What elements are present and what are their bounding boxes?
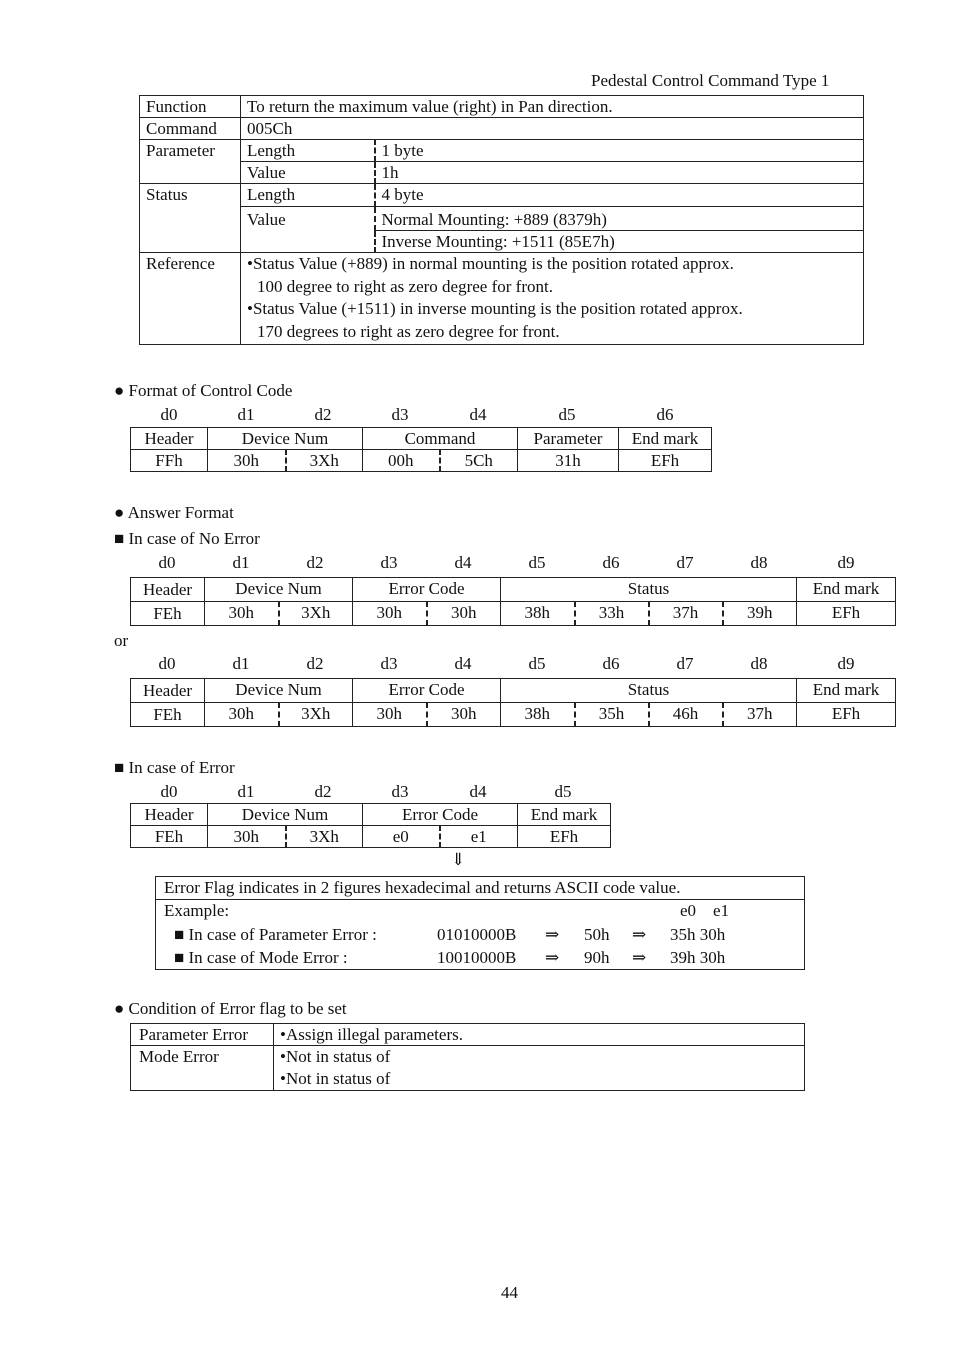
mode-error-binary: 10010000B: [437, 948, 517, 967]
cell-device-num: Device Num: [208, 804, 363, 826]
mode-error-ascii: 39h 30h: [670, 948, 726, 967]
cell-header: Header: [131, 428, 208, 450]
cell-command: Command: [363, 428, 518, 450]
cell-value: 30h: [353, 703, 427, 727]
index-d9: d9: [837, 654, 855, 673]
status-length-value: 4 byte: [375, 184, 864, 207]
cell-value: EFh: [619, 450, 712, 472]
cell-status: Status: [501, 578, 797, 602]
index-d1: d1: [237, 782, 255, 801]
cell-device-num: Device Num: [205, 578, 353, 602]
mode-error-example-label: ■ In case of Mode Error :: [174, 948, 348, 967]
param-value-value: 1h: [375, 162, 864, 184]
cell-value: EFh: [518, 826, 611, 848]
cell-value: 3Xh: [286, 450, 363, 472]
index-d3: d3: [380, 553, 398, 572]
index-d5: d5: [558, 405, 576, 424]
cell-value: 3Xh: [279, 703, 353, 727]
param-error-hex: 50h: [584, 925, 610, 944]
error-flag-box: [155, 876, 805, 970]
index-d6: d6: [602, 553, 620, 572]
condition-table: [130, 1023, 805, 1091]
param-value-label: Value: [241, 162, 375, 184]
cell-value: e0: [363, 826, 440, 848]
implies-icon: ⇒: [632, 925, 647, 944]
page-number: 44: [501, 1283, 518, 1302]
cell-value: 31h: [518, 450, 619, 472]
index-d1: d1: [237, 405, 255, 424]
example-columns: e0 e1: [680, 901, 730, 920]
cell-value: FFh: [131, 450, 208, 472]
cell-value: 30h: [205, 602, 279, 626]
status-value-inverse: Inverse Mounting: +1511 (85E7h): [375, 231, 864, 253]
index-d6: d6: [602, 654, 620, 673]
cell-value: 30h: [208, 450, 286, 472]
cell-value: EFh: [797, 703, 896, 727]
status-length-label: Length: [241, 184, 375, 207]
cell-value: 35h: [575, 703, 649, 727]
cell-value: 33h: [575, 602, 649, 626]
reference-line: 170 degrees to right as zero degree for front.: [257, 321, 560, 341]
no-error-heading: ■ In case of No Error: [114, 529, 260, 548]
index-d5: d5: [528, 654, 546, 673]
cell-end-mark: End mark: [797, 578, 896, 602]
cell-header: Header: [131, 804, 208, 826]
index-d7: d7: [676, 654, 694, 673]
index-d9: d9: [837, 553, 855, 572]
error-heading: ■ In case of Error: [114, 758, 235, 777]
answer-table-1: [130, 577, 896, 626]
down-arrow-icon: ⇓: [451, 850, 466, 869]
reference-label: Reference: [140, 253, 241, 345]
answer-table-2: [130, 678, 896, 727]
function-value: To return the maximum value (right) in Pan direction.: [241, 96, 864, 118]
implies-icon: ⇒: [632, 948, 647, 967]
index-d6: d6: [656, 405, 674, 424]
cell-end-mark: End mark: [797, 679, 896, 703]
cell-value: 30h: [353, 602, 427, 626]
or-label: or: [114, 631, 129, 650]
param-length-label: Length: [241, 140, 375, 162]
status-value-label: Value: [241, 207, 375, 253]
index-d2: d2: [306, 553, 324, 572]
cell-value: 00h: [363, 450, 440, 472]
cell-value: 38h: [501, 602, 575, 626]
cell-error-code: Error Code: [353, 679, 501, 703]
error-table: [130, 803, 611, 848]
cell-value: 38h: [501, 703, 575, 727]
cell-value: 30h: [427, 602, 501, 626]
reference-line: •Status Value (+1511) in inverse mounting is the position rotated approx.: [247, 299, 743, 318]
mode-error-desc-line: •Not in status of: [280, 1047, 391, 1066]
index-d0: d0: [158, 553, 176, 572]
cell-device-num: Device Num: [208, 428, 363, 450]
implies-icon: ⇒: [545, 925, 560, 944]
mode-error-hex: 90h: [584, 948, 610, 967]
cell-header: Header: [131, 679, 205, 703]
cell-value: FEh: [131, 703, 205, 727]
index-d4: d4: [469, 405, 487, 424]
reference-line: 100 degree to right as zero degree for front.: [257, 276, 553, 296]
answer-heading: ● Answer Format: [114, 503, 234, 522]
example-label: Example:: [164, 901, 230, 920]
mode-error-desc: [274, 1046, 805, 1091]
reference-value: [241, 253, 864, 345]
param-error-binary: 01010000B: [437, 925, 517, 944]
condition-heading: ● Condition of Error flag to be set: [114, 999, 347, 1018]
parameter-label: Parameter: [140, 140, 241, 184]
index-d2: d2: [314, 405, 332, 424]
param-error-example-label: ■ In case of Parameter Error :: [174, 925, 377, 944]
cell-value: 30h: [208, 826, 286, 848]
cell-value: 30h: [427, 703, 501, 727]
param-error-desc: •Assign illegal parameters.: [274, 1024, 805, 1046]
param-length-value: 1 byte: [375, 140, 864, 162]
index-d8: d8: [750, 654, 768, 673]
cell-value: 37h: [649, 602, 723, 626]
running-header: Pedestal Control Command Type 1: [591, 71, 830, 90]
implies-icon: ⇒: [545, 948, 560, 967]
index-d2: d2: [306, 654, 324, 673]
cell-error-code: Error Code: [353, 578, 501, 602]
index-d1: d1: [232, 654, 250, 673]
cell-error-code: Error Code: [363, 804, 518, 826]
index-d5: d5: [554, 782, 572, 801]
index-d7: d7: [676, 553, 694, 572]
index-d3: d3: [391, 782, 409, 801]
cell-status: Status: [501, 679, 797, 703]
cell-value: e1: [440, 826, 518, 848]
cell-value: 3Xh: [279, 602, 353, 626]
cell-value: FEh: [131, 826, 208, 848]
cell-device-num: Device Num: [205, 679, 353, 703]
cell-end-mark: End mark: [619, 428, 712, 450]
index-d0: d0: [158, 654, 176, 673]
index-d0: d0: [160, 405, 178, 424]
cell-value: 39h: [723, 602, 797, 626]
cell-value: 5Ch: [440, 450, 518, 472]
param-error-label: Parameter Error: [131, 1024, 274, 1046]
cell-value: 46h: [649, 703, 723, 727]
error-flag-description: Error Flag indicates in 2 figures hexadecimal and returns ASCII code value.: [164, 878, 681, 897]
param-error-ascii: 35h 30h: [670, 925, 726, 944]
cell-value: 30h: [205, 703, 279, 727]
command-value: 005Ch: [241, 118, 864, 140]
cell-header: Header: [131, 578, 205, 602]
function-label: Function: [140, 96, 241, 118]
cell-value: FEh: [131, 602, 205, 626]
cell-end-mark: End mark: [518, 804, 611, 826]
mode-error-label: Mode Error: [131, 1046, 274, 1091]
status-value-normal: Normal Mounting: +889 (8379h): [375, 207, 864, 231]
index-d4: d4: [454, 654, 472, 673]
control-code-heading: ● Format of Control Code: [114, 381, 293, 400]
control-code-table: [130, 427, 712, 472]
index-d2: d2: [314, 782, 332, 801]
cell-value: 37h: [723, 703, 797, 727]
mode-error-desc-line: •Not in status of: [280, 1069, 391, 1088]
command-label: Command: [140, 118, 241, 140]
index-d4: d4: [454, 553, 472, 572]
index-d0: d0: [160, 782, 178, 801]
index-d8: d8: [750, 553, 768, 572]
index-d3: d3: [380, 654, 398, 673]
cell-parameter: Parameter: [518, 428, 619, 450]
index-d3: d3: [391, 405, 409, 424]
index-d4: d4: [469, 782, 487, 801]
command-spec-table: [139, 95, 864, 345]
cell-value: EFh: [797, 602, 896, 626]
index-d5: d5: [528, 553, 546, 572]
cell-value: 3Xh: [286, 826, 363, 848]
status-label: Status: [140, 184, 241, 253]
index-d1: d1: [232, 553, 250, 572]
reference-line: •Status Value (+889) in normal mounting is the position rotated approx.: [247, 254, 734, 273]
